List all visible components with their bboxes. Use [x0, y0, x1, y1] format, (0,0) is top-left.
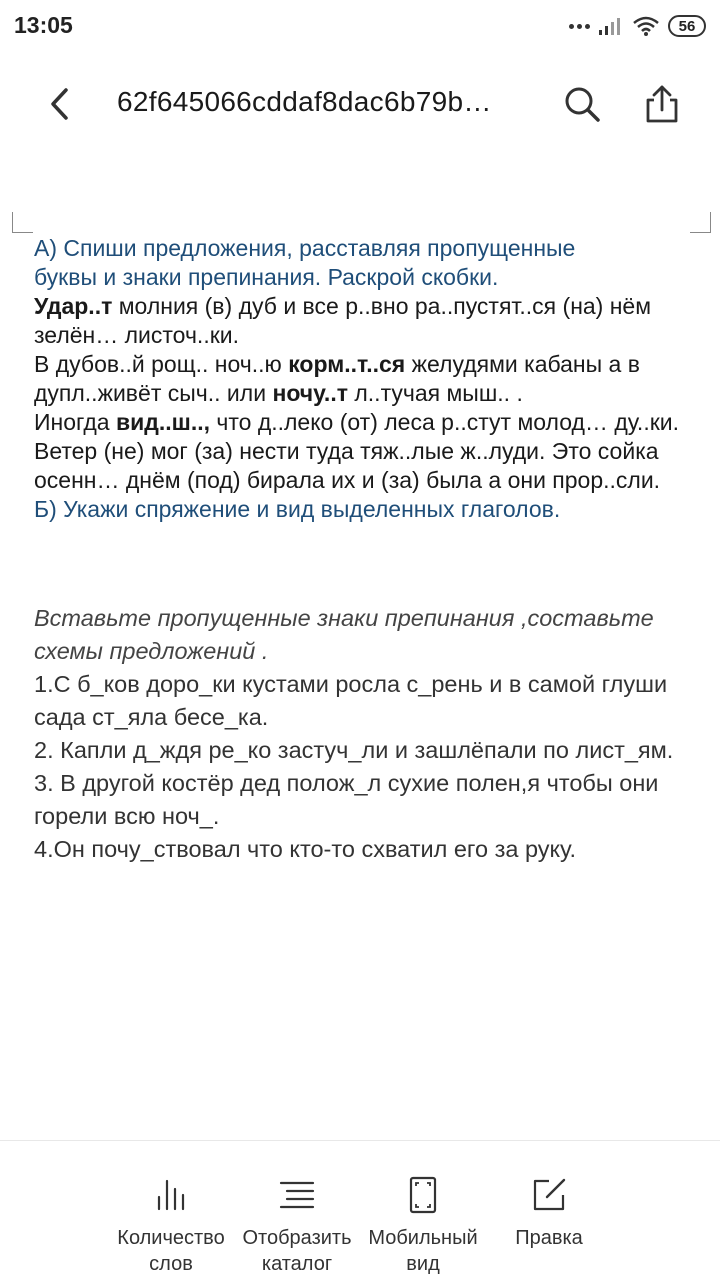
task-a-heading	[34, 234, 704, 292]
page-corner-mark	[690, 212, 711, 233]
status-bar	[0, 0, 720, 52]
task-2-instruction: Вставьте пропущенные знаки препинания ,составьте схемы предложений .	[34, 605, 654, 664]
edit-button[interactable]	[484, 1141, 614, 1281]
task-b-heading: Б) Укажи спряжение и вид выделенных глаголов.	[34, 496, 561, 522]
bottom-action-bar	[0, 1140, 720, 1281]
sentence-text: желудями кабаны а в дупл..живёт сыч.. или	[34, 351, 640, 406]
status-time: 13:05	[14, 12, 73, 38]
sentence-text: л..тучая мыш.. .	[347, 380, 523, 406]
sentence-text: В дубов..й рощ.. ноч..ю	[34, 351, 289, 377]
task-2-item-1: 1.С б_ков доро_ки кустами росла с_рень и в самой глуши сада ст_яла бесе_ка.	[34, 671, 668, 730]
signal-icon	[598, 16, 624, 36]
task-2-item-2: 2. Капли д_ждя ре_ко застуч_ли и зашлёпали по лист_ям.	[34, 737, 674, 763]
share-button[interactable]	[638, 80, 686, 128]
wifi-icon	[632, 15, 660, 37]
document-title: 62f645066cddaf8dac6b79b…	[117, 86, 492, 117]
bold-verb: ночу..т	[272, 380, 348, 406]
battery-icon: 56	[668, 15, 706, 37]
task-2-section	[34, 602, 704, 866]
mobile-view-button[interactable]	[358, 1141, 488, 1281]
bold-verb: Удар..т	[34, 293, 113, 319]
task-2-item-4: 4.Он почу_ствовал что кто-то схватил его за руку.	[34, 836, 576, 862]
sentence-text: что д..леко (от) леса р..стут молод… ду..ки. Ветер (не) мог (за) нести туда тяж..лые ж..луди. Это сойка осенн… днём (под) бирала их и (за) была а они прор..сли.	[34, 409, 680, 493]
sentence-3	[34, 408, 704, 495]
back-button[interactable]	[36, 80, 84, 128]
chevron-left-icon	[48, 87, 72, 121]
bold-verb: корм..т..ся	[288, 351, 406, 377]
show-catalog-label: Отобразить каталог	[242, 1227, 352, 1275]
mobile-view-label: Мобильный вид	[368, 1227, 478, 1275]
document-toolbar	[0, 62, 720, 148]
bold-verb: вид..ш..,	[115, 409, 210, 435]
status-icons	[569, 12, 706, 40]
bar-chart-icon	[151, 1175, 191, 1215]
task-2-item-3: 3. В другой костёр дед полож_л сухие полен,я чтобы они горели всю ноч_.	[34, 770, 659, 829]
word-count-label: Количество слов	[117, 1227, 225, 1275]
sentence-text: молния (в) дуб и все р..вно ра..пустят..ся (на) нём зелён… листоч..ки.	[34, 293, 652, 348]
show-catalog-button[interactable]	[232, 1141, 362, 1281]
sentence-text: Иногда	[34, 409, 116, 435]
task-a-heading-line2: буквы и знаки препинания. Раскрой скобки.	[34, 264, 499, 290]
word-count-button[interactable]	[106, 1141, 236, 1281]
mobile-view-icon	[403, 1175, 443, 1215]
document-body	[34, 234, 704, 524]
page-corner-mark	[12, 212, 33, 233]
edit-icon	[529, 1175, 569, 1215]
edit-label: Правка	[515, 1227, 583, 1249]
search-icon	[563, 85, 601, 123]
more-dots-icon	[569, 24, 590, 29]
share-icon	[644, 84, 680, 124]
task-a-heading-line1: А) Спиши предложения, расставляя пропущенные	[34, 235, 576, 261]
search-button[interactable]	[558, 80, 606, 128]
sentence-1	[34, 292, 704, 350]
list-icon	[277, 1175, 317, 1215]
sentence-2	[34, 350, 704, 408]
